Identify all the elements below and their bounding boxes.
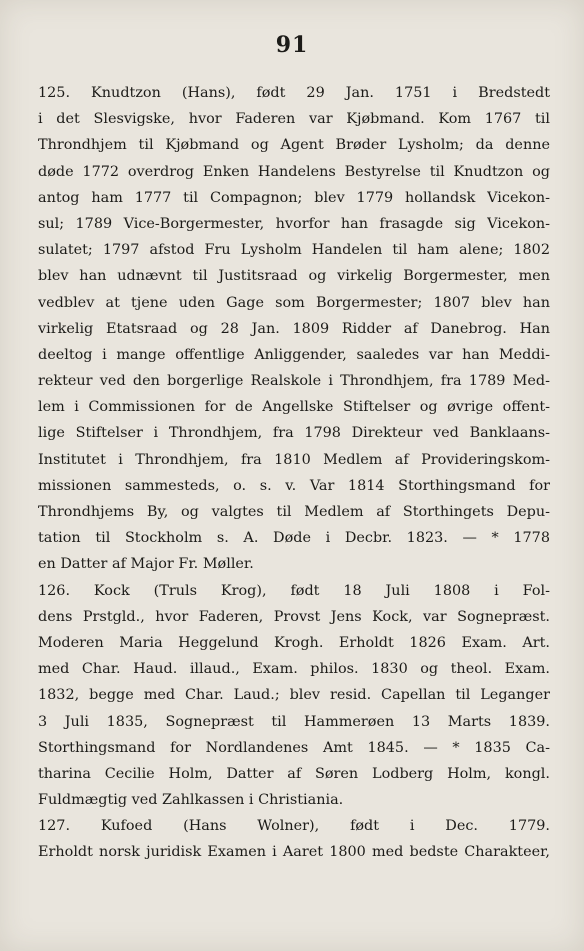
text-line: Throndhjem til Kjøbmand og Agent Brøder Lysholm; da denne [38, 137, 550, 154]
text-line: Fuldmægtig ved Zahlkassen i Christiania. [38, 792, 344, 809]
text-line: tation til Stockholm s. A. Døde i Decbr. 1823. — * 1778 [38, 530, 550, 547]
text-line: 1832, begge med Char. Laud.; blev resid. Capellan til Leganger [38, 687, 550, 704]
text-line: 127. Kufoed (Hans Wolner), født i Dec. 1779. [38, 818, 550, 835]
text-line: Storthingsmand for Nordlandenes Amt 1845. — * 1835 Ca- [38, 739, 550, 756]
text-line: lige Stiftelser i Throndhjem, fra 1798 Direkteur ved Banklaans- [38, 425, 550, 442]
text-line: Erholdt norsk juridisk Examen i Aaret 1800 med bedste Charakteer, [38, 844, 550, 861]
text-line: tharina Cecilie Holm, Datter af Søren Lodberg Holm, kongl. [38, 765, 550, 782]
text-line: missionen sammesteds, o. s. v. Var 1814 Storthingsmand for [38, 477, 550, 494]
text-line: sulatet; 1797 afstod Fru Lysholm Handelen til ham alene; 1802 [38, 242, 550, 259]
text-line: døde 1772 overdrog Enken Handelens Bestyrelse til Knudtzon og [38, 163, 550, 180]
text-line: i det Slesvigske, hvor Faderen var Kjøbmand. Kom 1767 til [38, 111, 550, 128]
page-number: 91 [275, 32, 309, 58]
text-line: virkelig Etatsraad og 28 Jan. 1809 Ridder af Danebrog. Han [38, 320, 550, 337]
text-line: deeltog i mange offentlige Anliggender, saaledes var han Meddi- [38, 346, 550, 363]
text-line: Moderen Maria Heggelund Krogh. Erholdt 1826 Exam. Art. [38, 634, 550, 651]
text-line: lem i Commissionen for de Angellske Stiftelser og øvrige offent- [38, 399, 550, 416]
text-line: en Datter af Major Fr. Møller. [38, 556, 254, 573]
text-line: vedblev at tjene uden Gage som Borgermester; 1807 blev han [38, 294, 550, 311]
text-line: blev han udnævnt til Justitsraad og virkelig Borgermester, men [38, 268, 550, 285]
text-line: med Char. Haud. illaud., Exam. philos. 1830 og theol. Exam. [38, 661, 550, 678]
text-line: 3 Juli 1835, Sognepræst til Hammerøen 13 Marts 1839. [38, 713, 550, 730]
text-line: antog ham 1777 til Compagnon; blev 1779 hollandsk Vicekon- [38, 189, 550, 206]
text-line: rekteur ved den borgerlige Realskole i Throndhjem, fra 1789 Med- [38, 373, 550, 390]
body-text [38, 80, 550, 866]
text-line: Throndhjems By, og valgtes til Medlem af Storthingets Depu- [38, 504, 550, 520]
text-line: Institutet i Throndhjem, fra 1810 Medlem af Provideringskom- [38, 451, 550, 468]
text-line: 125. Knudtzon (Hans), født 29 Jan. 1751 i Bredstedt [38, 85, 550, 101]
text-line: 126. Kock (Truls Krog), født 18 Juli 1808 i Fol- [38, 582, 550, 599]
text-line: sul; 1789 Vice-Borgermester, hvorfor han frasagde sig Vicekon- [38, 215, 550, 232]
text-line: dens Prstgld., hvor Faderen, Provst Jens Kock, var Sognepræst. [38, 608, 550, 625]
